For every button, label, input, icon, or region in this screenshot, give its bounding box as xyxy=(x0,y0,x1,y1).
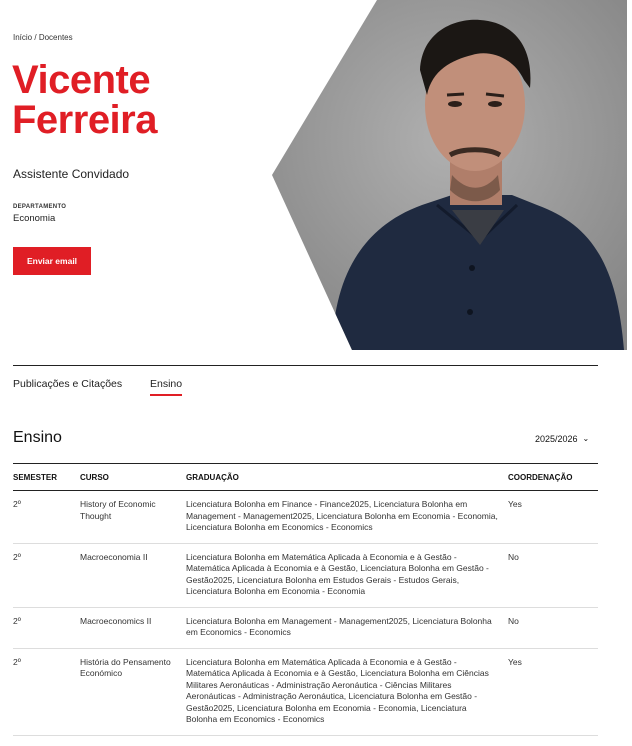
cell-graduation: Licenciatura Bolonha em Management - Management2025, Licenciatura Bolonha em Economics - Economics xyxy=(186,607,508,648)
cell-graduation: Licenciatura Bolonha em Finance - Finance2025, Licenciatura Bolonha em Management - Management2025, Licenciatura Bolonha em Economia - Economia, Licenciatura Bolonha em Economics - Economics xyxy=(186,491,508,544)
table-row xyxy=(13,543,598,607)
column-header-curso: CURSO xyxy=(80,464,186,491)
cell-coordination: No xyxy=(508,543,598,607)
breadcrumb-home-link[interactable]: Início xyxy=(13,33,33,42)
cell-coordination: No xyxy=(508,607,598,648)
column-header-graduacao: GRADUAÇÃO xyxy=(186,464,508,491)
table-header-row xyxy=(13,464,598,491)
cell-semester: 2º xyxy=(13,648,80,735)
cell-semester: 2º xyxy=(13,543,80,607)
cell-graduation: Licenciatura Bolonha em Matemática Aplicada à Economia e à Gestão - Matemática Aplicada à Economia e à Gestão, Licenciatura Bolonha em Gestão - Gestão2025, Licenciatura Bolonha em Estudos Gerais - Estudos Gerais, Licenciatura Bolonha em Economia - Economia xyxy=(186,543,508,607)
courses-table xyxy=(13,463,598,736)
breadcrumb xyxy=(13,33,73,42)
section-title: Ensino xyxy=(13,429,62,446)
tabs-divider xyxy=(13,365,598,366)
cell-coordination: Yes xyxy=(508,648,598,735)
breadcrumb-separator: / xyxy=(34,33,37,42)
table-row xyxy=(13,491,598,544)
cell-coordination: Yes xyxy=(508,491,598,544)
academic-year-value: 2025/2026 xyxy=(535,434,578,444)
chevron-down-icon: ⌄ xyxy=(582,433,590,443)
send-email-button[interactable]: Enviar email xyxy=(13,247,91,275)
cell-graduation: Licenciatura Bolonha em Matemática Aplicada à Economia e à Gestão - Matemática Aplicada à Economia e à Gestão, Licenciatura Bolonha em Ciências Militares Aeronáuticas - Administração Aeronáutica - Ciências Militares Aeronáuticas - Administração Aeronáutica, Licenciatura Bolonha em Gestão - Gestão2025, Licenciatura Bolonha em Economia - Economia, Licenciatura Bolonha em Economics - Economics xyxy=(186,648,508,735)
tab-ensino[interactable]: Ensino xyxy=(150,378,183,390)
cell-course: Macroeconomics II xyxy=(80,607,186,648)
column-header-semester: SEMESTER xyxy=(13,464,80,491)
page-title xyxy=(12,60,157,140)
first-name: Vicente xyxy=(12,58,151,102)
last-name: Ferreira xyxy=(12,98,157,142)
column-header-coordenacao: COORDENAÇÃO xyxy=(508,464,598,491)
tab-publicacoes[interactable]: Publicações e Citações xyxy=(13,378,123,390)
profile-photo xyxy=(272,0,627,350)
cell-course: History of Economic Thought xyxy=(80,491,186,544)
cell-semester: 2º xyxy=(13,491,80,544)
cell-course: História do Pensamento Económico xyxy=(80,648,186,735)
position-title: Assistente Convidado xyxy=(13,167,130,181)
department-label: DEPARTAMENTO xyxy=(13,204,67,210)
department-value: Economia xyxy=(13,213,56,224)
table-row xyxy=(13,607,598,648)
table-row xyxy=(13,648,598,735)
breadcrumb-current-link[interactable]: Docentes xyxy=(38,33,73,42)
academic-year-select[interactable] xyxy=(535,434,589,444)
cell-semester: 2º xyxy=(13,607,80,648)
cell-course: Macroeconomia II xyxy=(80,543,186,607)
active-tab-indicator xyxy=(150,394,182,396)
